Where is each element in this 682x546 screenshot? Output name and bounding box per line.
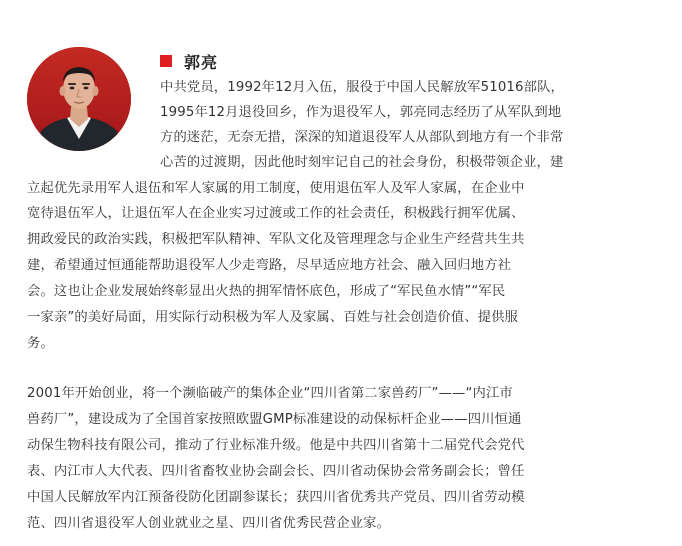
bio-line: 动保生物科技有限公司，推动了行业标准升级。他是中共四川省第十二届党代会党代	[27, 438, 525, 453]
name-marker-icon	[160, 55, 172, 67]
bio-line: 一家亲”的美好局面，用实际行动积极为军人及家属、百姓与社会创造价值、提供服	[27, 310, 519, 325]
bio-line: 中共党员，1992年12月入伍，服役于中国人民解放军51016部队，	[160, 80, 564, 95]
bio-line: 立起优先录用军人退伍和军人家属的用工制度，使用退伍军人及军人家属，在企业中	[27, 181, 525, 196]
bio-line: 1995年12月退役回乡，作为退役军人，郭亮同志经历了从军队到地	[160, 105, 562, 120]
bio-line: 兽药厂”，建设成为了全国首家按照欧盟GMP标准建设的动保标杆企业——四川恒通	[27, 412, 522, 427]
person-name: 郭亮	[184, 52, 219, 72]
bio-line: 范、四川省退役军人创业就业之星、四川省优秀民营企业家。	[27, 516, 391, 531]
bio-line: 拥政爱民的政治实践，积极把军队精神、军队文化及管理理念与企业生产经营共生共	[27, 232, 525, 247]
portrait-photo	[27, 47, 131, 151]
bio-line: 方的迷茫，无奈无措，深深的知道退役军人从部队到地方有一个非常	[160, 130, 564, 145]
bio-line: 心苦的过渡期，因此他时刻牢记自己的社会身份，积极带领企业，建	[160, 155, 564, 170]
name-heading	[160, 51, 218, 71]
bio-line: 建，希望通过恒通能帮助退役军人少走弯路，尽早适应地方社会、融入回归地方社	[27, 258, 512, 273]
bio-line: 宽待退伍军人，让退伍军人在企业实习过渡或工作的社会责任，积极践行拥军优属、	[27, 206, 525, 221]
bio-line: 2001年开始创业，将一个濒临破产的集体企业“四川省第二家兽药厂”——“内江市	[27, 386, 513, 401]
bio-line: 务。	[27, 336, 54, 351]
bio-line: 表、内江市人大代表、四川省畜牧业协会副会长、四川省动保协会常务副会长；曾任	[27, 464, 525, 479]
profile-portrait	[27, 47, 131, 151]
bio-line: 会。这也让企业发展始终彰显出火热的拥军情怀底色，形成了“军民鱼水情”“军民	[27, 284, 506, 299]
bio-line: 中国人民解放军内江预备役防化团副参谋长；获四川省优秀共产党员、四川省劳动模	[27, 490, 525, 505]
